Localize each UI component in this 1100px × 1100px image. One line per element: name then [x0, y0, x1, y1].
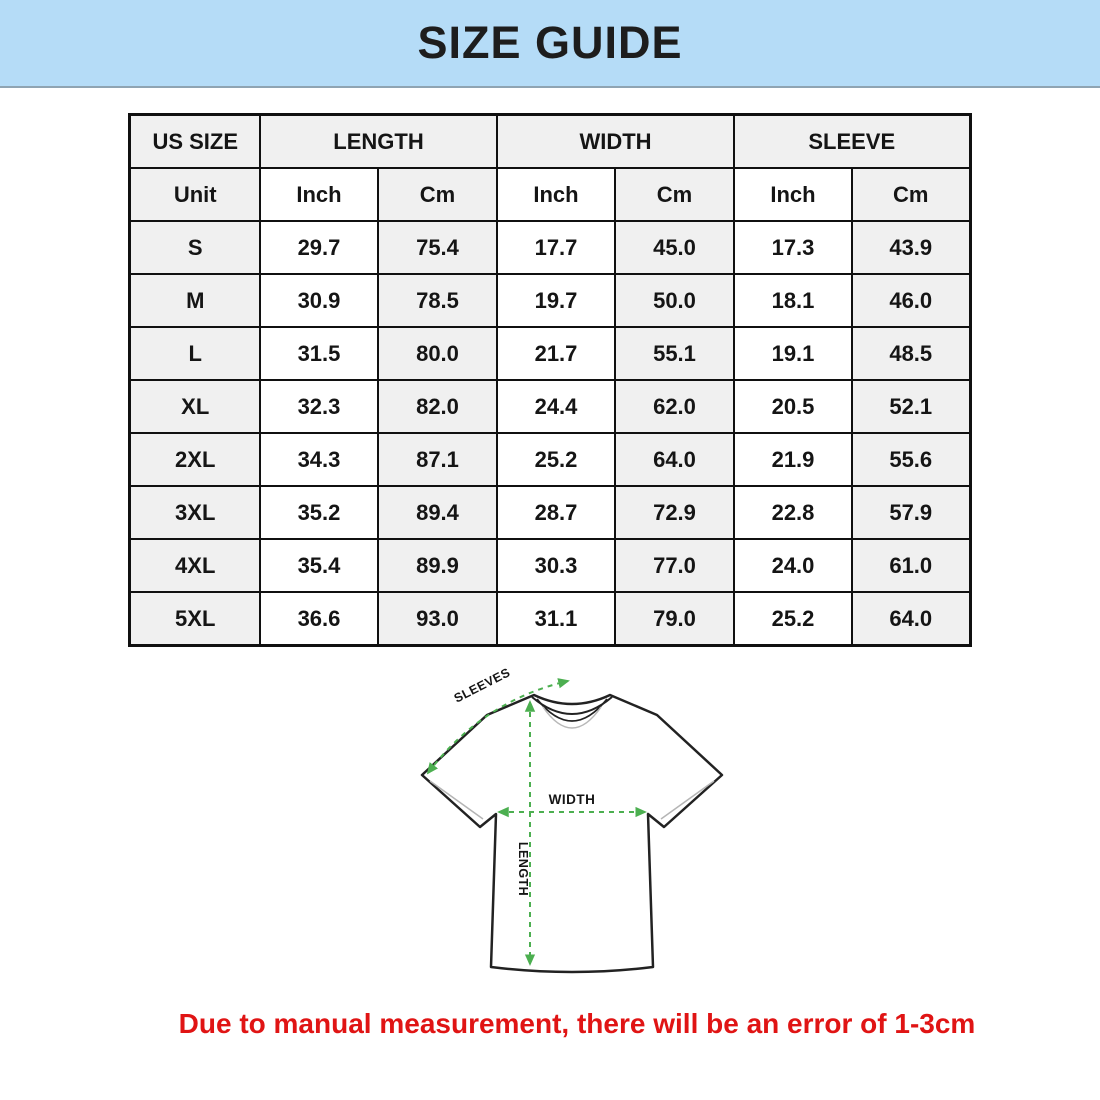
table-cell: 89.9: [378, 539, 497, 592]
header-length: LENGTH: [260, 115, 497, 169]
table-header-row: [130, 115, 970, 169]
unit-cell: Cm: [615, 168, 734, 221]
size-label: 3XL: [130, 486, 260, 539]
table-cell: 57.9: [852, 486, 970, 539]
table-cell: 22.8: [734, 486, 852, 539]
table-cell: 28.7: [497, 486, 615, 539]
table-row: [130, 433, 970, 486]
unit-label: Unit: [130, 168, 260, 221]
table-cell: 24.0: [734, 539, 852, 592]
table-cell: 64.0: [615, 433, 734, 486]
size-label: 5XL: [130, 592, 260, 646]
table-row: [130, 327, 970, 380]
table-cell: 45.0: [615, 221, 734, 274]
table-cell: 25.2: [734, 592, 852, 646]
width-label: WIDTH: [548, 792, 596, 807]
table-cell: 61.0: [852, 539, 970, 592]
table-cell: 20.5: [734, 380, 852, 433]
table-cell: 79.0: [615, 592, 734, 646]
table-row: [130, 274, 970, 327]
table-cell: 21.7: [497, 327, 615, 380]
header-sleeve: SLEEVE: [734, 115, 970, 169]
table-cell: 75.4: [378, 221, 497, 274]
table-cell: 77.0: [615, 539, 734, 592]
size-label: 2XL: [130, 433, 260, 486]
table-cell: 31.1: [497, 592, 615, 646]
table-cell: 62.0: [615, 380, 734, 433]
size-label: S: [130, 221, 260, 274]
table-cell: 48.5: [852, 327, 970, 380]
size-label: 4XL: [130, 539, 260, 592]
unit-cell: Inch: [497, 168, 615, 221]
table-cell: 30.9: [260, 274, 378, 327]
table-cell: 50.0: [615, 274, 734, 327]
table-cell: 31.5: [260, 327, 378, 380]
table-row: [130, 539, 970, 592]
table-cell: 25.2: [497, 433, 615, 486]
table-row: [130, 221, 970, 274]
table-cell: 64.0: [852, 592, 970, 646]
tshirt-outline: [422, 695, 722, 972]
sleeves-label: SLEEVES: [451, 665, 513, 706]
table-cell: 55.6: [852, 433, 970, 486]
table-row: [130, 592, 970, 646]
table-cell: 17.7: [497, 221, 615, 274]
length-label: LENGTH: [516, 841, 530, 897]
table-cell: 52.1: [852, 380, 970, 433]
table-cell: 35.2: [260, 486, 378, 539]
size-label: M: [130, 274, 260, 327]
table-cell: 46.0: [852, 274, 970, 327]
page-title: SIZE GUIDE: [417, 17, 683, 68]
table-row: [130, 486, 970, 539]
size-table: [128, 113, 971, 647]
size-guide-banner: [0, 0, 1100, 88]
table-cell: 82.0: [378, 380, 497, 433]
table-cell: 19.7: [497, 274, 615, 327]
table-cell: 80.0: [378, 327, 497, 380]
table-cell: 93.0: [378, 592, 497, 646]
table-cell: 19.1: [734, 327, 852, 380]
header-width: WIDTH: [497, 115, 734, 169]
table-cell: 78.5: [378, 274, 497, 327]
size-label: L: [130, 327, 260, 380]
table-cell: 17.3: [734, 221, 852, 274]
unit-row: [130, 168, 970, 221]
size-label: XL: [130, 380, 260, 433]
table-cell: 43.9: [852, 221, 970, 274]
header-us-size: US SIZE: [130, 115, 260, 169]
table-cell: 24.4: [497, 380, 615, 433]
unit-cell: Inch: [260, 168, 378, 221]
table-row: [130, 380, 970, 433]
table-cell: 72.9: [615, 486, 734, 539]
table-cell: 35.4: [260, 539, 378, 592]
table-cell: 18.1: [734, 274, 852, 327]
table-cell: 29.7: [260, 221, 378, 274]
unit-cell: Inch: [734, 168, 852, 221]
unit-cell: Cm: [378, 168, 497, 221]
table-cell: 30.3: [497, 539, 615, 592]
table-cell: 89.4: [378, 486, 497, 539]
table-cell: 34.3: [260, 433, 378, 486]
table-cell: 32.3: [260, 380, 378, 433]
unit-cell: Cm: [852, 168, 970, 221]
table-cell: 55.1: [615, 327, 734, 380]
table-cell: 87.1: [378, 433, 497, 486]
table-cell: 21.9: [734, 433, 852, 486]
tshirt-measurement-diagram: [392, 657, 752, 997]
table-cell: 36.6: [260, 592, 378, 646]
measurement-note: Due to manual measurement, there will be an error of 1-3cm: [178, 1008, 976, 1039]
